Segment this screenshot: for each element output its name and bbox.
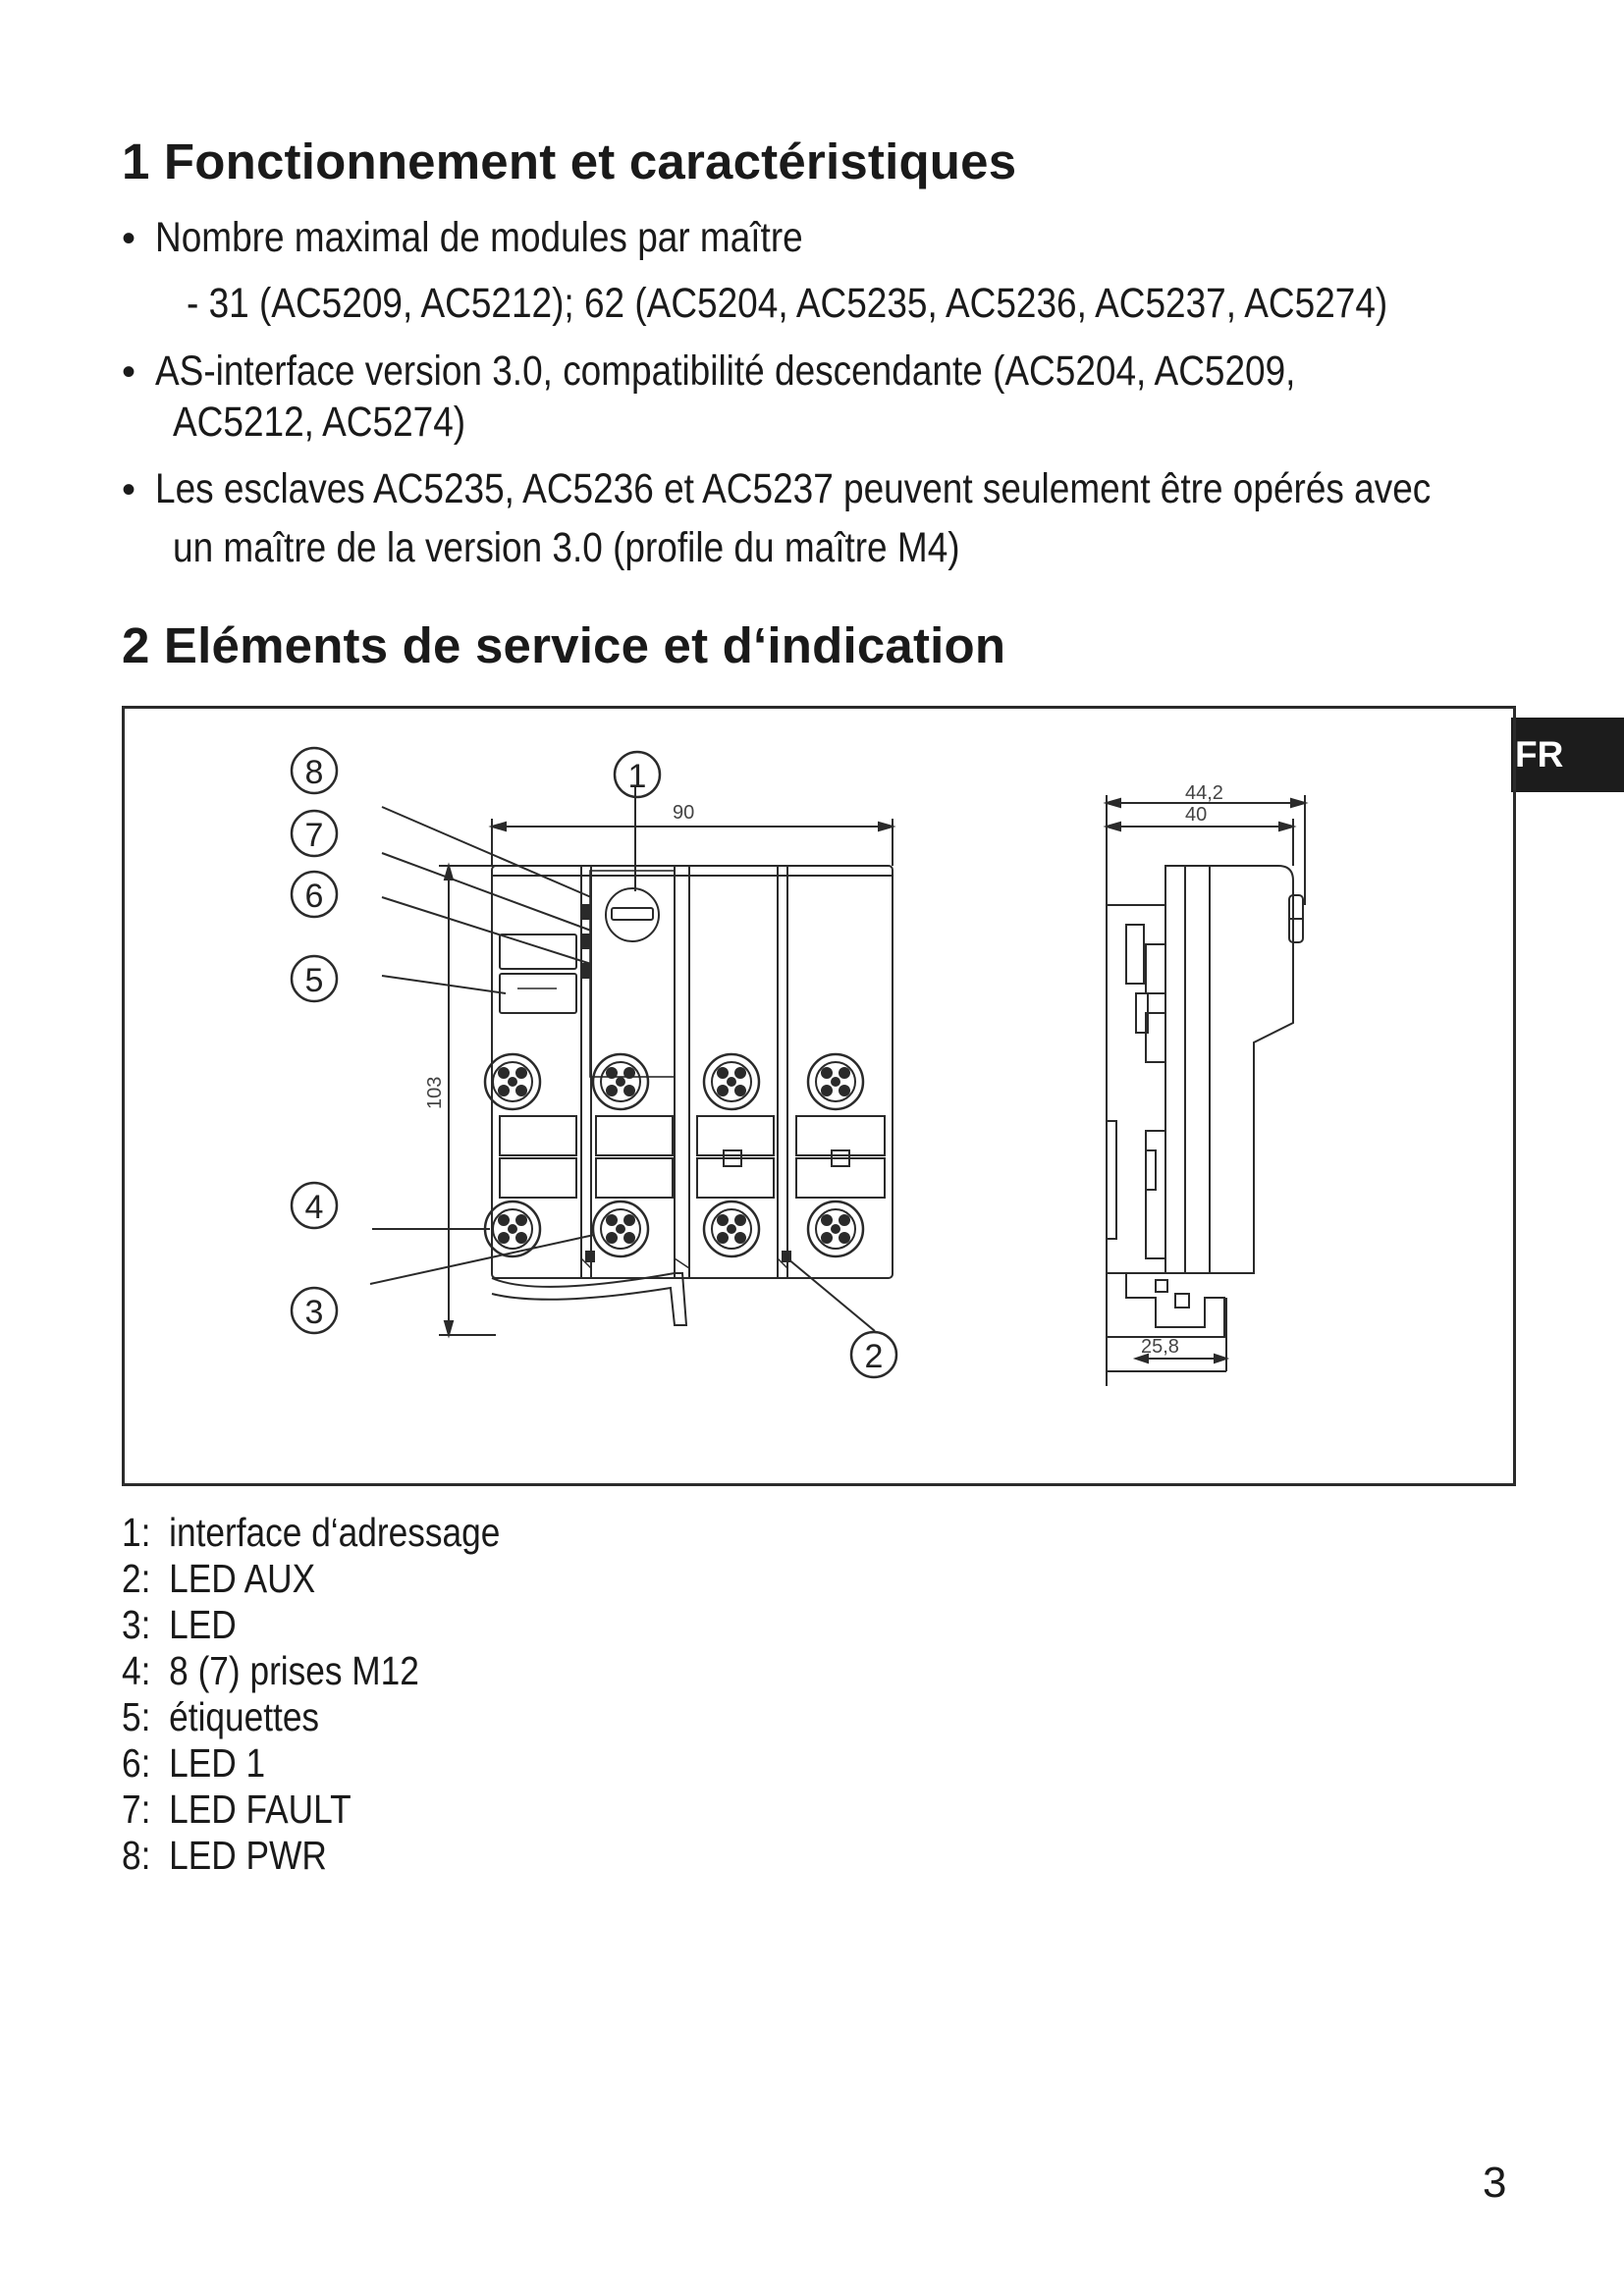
legend-item [122, 1510, 628, 1556]
legend-label: 8 (7) prises M12 [169, 1648, 419, 1693]
callout-8-text: 8 [304, 754, 324, 791]
legend-label: étiquettes [169, 1694, 320, 1739]
callout-7-text: 7 [304, 817, 324, 854]
callout-4-text: 4 [304, 1189, 324, 1226]
legend-item [122, 1556, 628, 1602]
dim-rail-label: 25,8 [1141, 1336, 1179, 1358]
section-2-heading: 2 Eléments de service et d‘indication [122, 617, 1006, 673]
legend-num: 8: [122, 1833, 151, 1878]
bullet-text: AS-interface version 3.0, compatibilité descendante (AC5204, AC5209, [155, 347, 1296, 395]
addressing-interface [606, 888, 659, 941]
dim-width-label: 90 [673, 802, 695, 824]
legend-num: 1: [122, 1510, 151, 1555]
legend-num: 4: [122, 1648, 151, 1693]
legend-label: LED [169, 1602, 237, 1647]
legend-num: 5: [122, 1694, 151, 1739]
legend-item [122, 1787, 628, 1833]
legend-label: interface d‘adressage [169, 1510, 501, 1555]
dim-height-label: 103 [424, 1076, 446, 1109]
callout-6-text: 6 [304, 878, 324, 915]
callout-5-text: 5 [304, 962, 324, 999]
legend-item [122, 1740, 628, 1787]
bullet-text: Les esclaves AC5235, AC5236 et AC5237 peuvent seulement être opérés avec [155, 465, 1432, 512]
led-1 [581, 964, 589, 978]
legend-num: 2: [122, 1556, 151, 1601]
legend-item [122, 1648, 628, 1694]
legend-item [122, 1602, 628, 1648]
led-fault [581, 934, 589, 948]
legend-label: LED PWR [169, 1833, 327, 1878]
legend-label: LED 1 [169, 1740, 266, 1786]
legend-label: LED AUX [169, 1556, 316, 1601]
callouts [292, 748, 896, 1377]
callout-2-text: 2 [864, 1338, 884, 1375]
bullet-marker: • [122, 350, 136, 394]
device-drawing [125, 709, 1519, 1489]
bullet-text: Nombre maximal de modules par maître [155, 214, 803, 261]
callout-1-text: 1 [627, 758, 647, 795]
page-number: 3 [1483, 2159, 1507, 2207]
section-1-heading: 1 Fonctionnement et caractéristiques [122, 133, 1017, 189]
led [586, 1252, 594, 1261]
bullet-text-cont: AC5212, AC5274) [173, 399, 466, 446]
legend-num: 6: [122, 1740, 151, 1786]
bullet-marker: • [122, 217, 136, 260]
sub-item-text: - 31 (AC5209, AC5212); 62 (AC5204, AC5235, AC5236, AC5237, AC5274) [187, 280, 1388, 327]
bullet-marker: • [122, 468, 136, 511]
led-pwr [581, 905, 589, 919]
legend-label: LED FAULT [169, 1787, 352, 1832]
legend-item [122, 1833, 628, 1879]
label-field [500, 974, 576, 1013]
dim-depth-body-label: 40 [1185, 804, 1208, 826]
legend-item [122, 1694, 628, 1740]
dim-depth-total-label: 44,2 [1185, 782, 1223, 804]
bullet-text-cont: un maître de la version 3.0 (profile du maître M4) [173, 524, 960, 571]
label-field [500, 934, 576, 969]
language-tab [1511, 718, 1624, 792]
language-tab-label: FR [1515, 734, 1564, 774]
legend-num: 7: [122, 1787, 151, 1832]
callout-3-text: 3 [304, 1294, 324, 1331]
device-figure [122, 706, 1516, 1486]
legend-num: 3: [122, 1602, 151, 1647]
